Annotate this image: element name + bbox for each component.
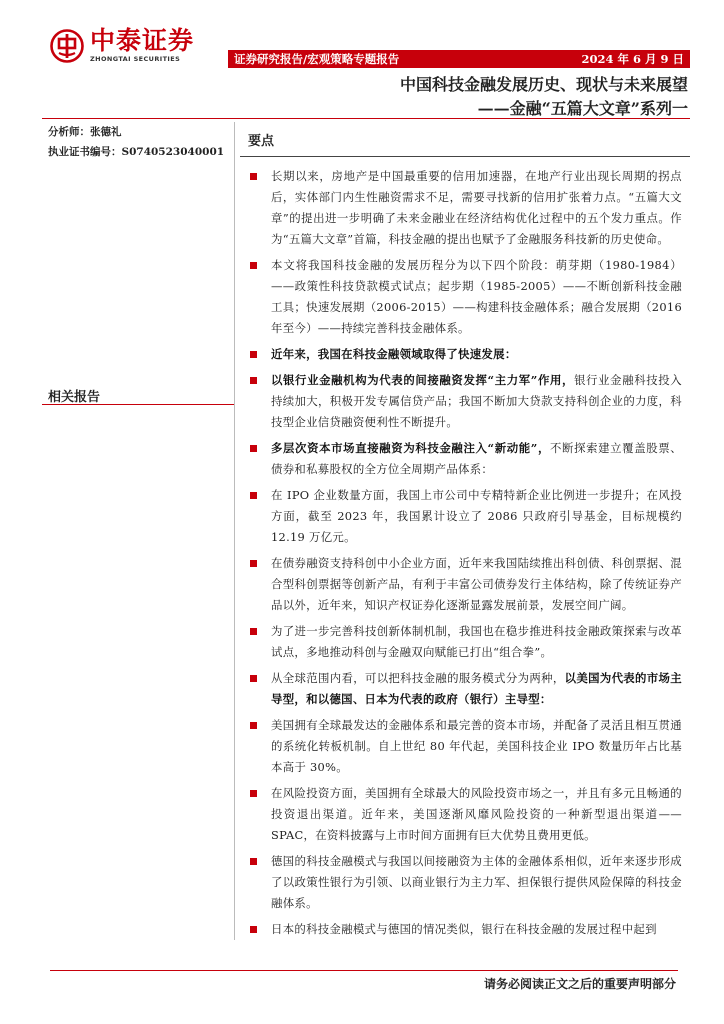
keypoint-item bbox=[248, 553, 682, 616]
keypoint-item bbox=[248, 668, 682, 710]
title-main: 中国科技金融发展历史、现状与未来展望 bbox=[399, 75, 688, 94]
square-bullet-icon bbox=[250, 351, 257, 358]
keypoint-item bbox=[248, 715, 682, 778]
keypoint-item bbox=[248, 621, 682, 663]
keypoint-item bbox=[248, 851, 682, 914]
keypoint-bold-tail: 以美国为代表的市场主导型，和以德国、日本为代表的政府（银行）主导型： bbox=[271, 671, 682, 706]
square-bullet-icon bbox=[250, 675, 257, 682]
analyst-name: 张德礼 bbox=[90, 126, 122, 138]
keypoint-text: 在 IPO 企业数量方面，我国上市公司中专精特新企业比例进一步提升；在风投方面，截至 2023 年，我国累计设立了 2086 只政府引导基金，目标规模约 12.19 万亿元。 bbox=[271, 488, 682, 544]
keypoint-item bbox=[248, 370, 682, 433]
cert-number: S0740523040001 bbox=[121, 146, 225, 158]
keypoint-text: 在风险投资方面，美国拥有全球最大的风险投资市场之一，并且有多元且畅通的投资退出渠道。近年来，美国逐渐风靡风险投资的一种新型退出渠道——SPAC，在资料披露与上市时间方面拥有巨大优势且费用更低。 bbox=[271, 786, 682, 842]
keypoint-text: 德国的科技金融模式与我国以间接融资为主体的金融体系相似，近年来逐步形成了以政策性银行为引领、以商业银行为主力军、担保银行提供风险保障的科技金融体系。 bbox=[271, 854, 682, 910]
square-bullet-icon bbox=[250, 262, 257, 269]
square-bullet-icon bbox=[250, 628, 257, 635]
keypoint-item bbox=[248, 438, 682, 480]
square-bullet-icon bbox=[250, 492, 257, 499]
column-divider bbox=[234, 122, 235, 940]
logo-chinese-name: 中泰证券 bbox=[90, 26, 195, 55]
footer-divider bbox=[50, 970, 678, 971]
logo-english-name: ZHONGTAI SECURITIES bbox=[90, 55, 181, 63]
keypoint-text: 美国拥有全球最发达的金融体系和最完善的资本市场，并配备了灵活且相互贯通的系统化转板机制。自上世纪 80 年代起，美国科技企业 IPO 数量历年占比基本高于 30%。 bbox=[271, 718, 682, 774]
cert-row bbox=[48, 142, 228, 162]
square-bullet-icon bbox=[250, 445, 257, 452]
related-reports-divider bbox=[42, 404, 234, 405]
keypoint-bold: 近年来，我国在科技金融领域取得了快速发展： bbox=[271, 347, 517, 361]
report-category: 证券研究报告/宏观策略专题报告 bbox=[234, 52, 400, 66]
keypoint-item bbox=[248, 783, 682, 846]
report-type-band bbox=[228, 50, 690, 68]
keypoint-text: 长期以来，房地产是中国最重要的信用加速器，在地产行业出现长周期的拐点后，实体部门内生性融资需求不足，需要寻找新的信用扩张着力点。“五篇大文章”的提出进一步明确了未来金融业在经济结构优化过程中的五个发力重点。作为“五篇大文章”首篇，科技金融的提出也赋予了金融服务科技新的历史使命。 bbox=[271, 169, 682, 246]
keypoint-item bbox=[248, 919, 682, 940]
keypoints-title: 要点 bbox=[248, 134, 275, 149]
square-bullet-icon bbox=[250, 722, 257, 729]
keypoint-text: 在债券融资支持科创中小企业方面，近年来我国陆续推出科创债、科创票据、混合型科创票据等创新产品，有利于丰富公司债券发行主体结构，除了传统证券产品以外，近年来，知识产权证券化逐渐显露发展前景，发展空间广阔。 bbox=[271, 556, 682, 612]
square-bullet-icon bbox=[250, 560, 257, 567]
zhongtai-logo-icon bbox=[50, 29, 84, 63]
keypoint-bold: 以银行业金融机构为代表的间接融资发挥“主力军”作用， bbox=[271, 373, 575, 387]
keypoint-item bbox=[248, 166, 682, 250]
keypoints-list bbox=[248, 166, 682, 945]
header-divider bbox=[42, 118, 690, 119]
cert-label: 执业证书编号： bbox=[48, 146, 122, 158]
square-bullet-icon bbox=[250, 377, 257, 384]
square-bullet-icon bbox=[250, 926, 257, 933]
related-reports-title: 相关报告 bbox=[48, 390, 101, 405]
disclaimer-footer: 请务必阅读正文之后的重要声明部分 bbox=[483, 977, 676, 991]
keypoint-text: 日本的科技金融模式与德国的情况类似，银行在科技金融的发展过程中起到 bbox=[271, 922, 657, 936]
report-date: 2024 年 6 月 9 日 bbox=[581, 52, 684, 66]
title-sub: ——金融“五篇大文章”系列一 bbox=[477, 99, 688, 118]
keypoint-text: 为了进一步完善科技创新体制机制，我国也在稳步推进科技金融政策探索与改革试点，多地推动科创与金融双向赋能已打出“组合拳”。 bbox=[271, 624, 682, 659]
keypoint-text: 不断探索建立覆盖股票、债券和私募股权的全方位全周期产品体系： bbox=[271, 441, 682, 476]
keypoint-item bbox=[248, 485, 682, 548]
analyst-row bbox=[48, 122, 228, 142]
square-bullet-icon bbox=[250, 173, 257, 180]
square-bullet-icon bbox=[250, 858, 257, 865]
report-title bbox=[400, 74, 688, 120]
keypoint-text: 本文将我国科技金融的发展历程分为以下四个阶段：萌芽期（1980-1984）——政策性科技贷款模式试点；起步期（1985-2005）——不断创新科技金融工具；快速发展期（2006-2015）——构建科技金融体系；融合发展期（2016年至今）——持续完善科技金融体系。 bbox=[271, 258, 682, 335]
square-bullet-icon bbox=[250, 790, 257, 797]
keypoint-text: 银行业金融科技投入持续加大，积极开发专属信贷产品；我国不断加大贷款支持科创企业的力度，科技型企业信贷融资便利性不断提升。 bbox=[271, 373, 683, 429]
analyst-info bbox=[48, 122, 228, 162]
keypoints-divider bbox=[240, 156, 690, 157]
keypoint-bold: 多层次资本市场直接融资为科技金融注入“新动能”， bbox=[271, 441, 551, 455]
keypoint-item bbox=[248, 255, 682, 339]
analyst-label: 分析师： bbox=[48, 126, 90, 138]
keypoint-item bbox=[248, 344, 682, 365]
company-logo bbox=[50, 28, 194, 63]
keypoint-text: 从全球范围内看，可以把科技金融的服务模式分为两种， bbox=[271, 671, 565, 685]
